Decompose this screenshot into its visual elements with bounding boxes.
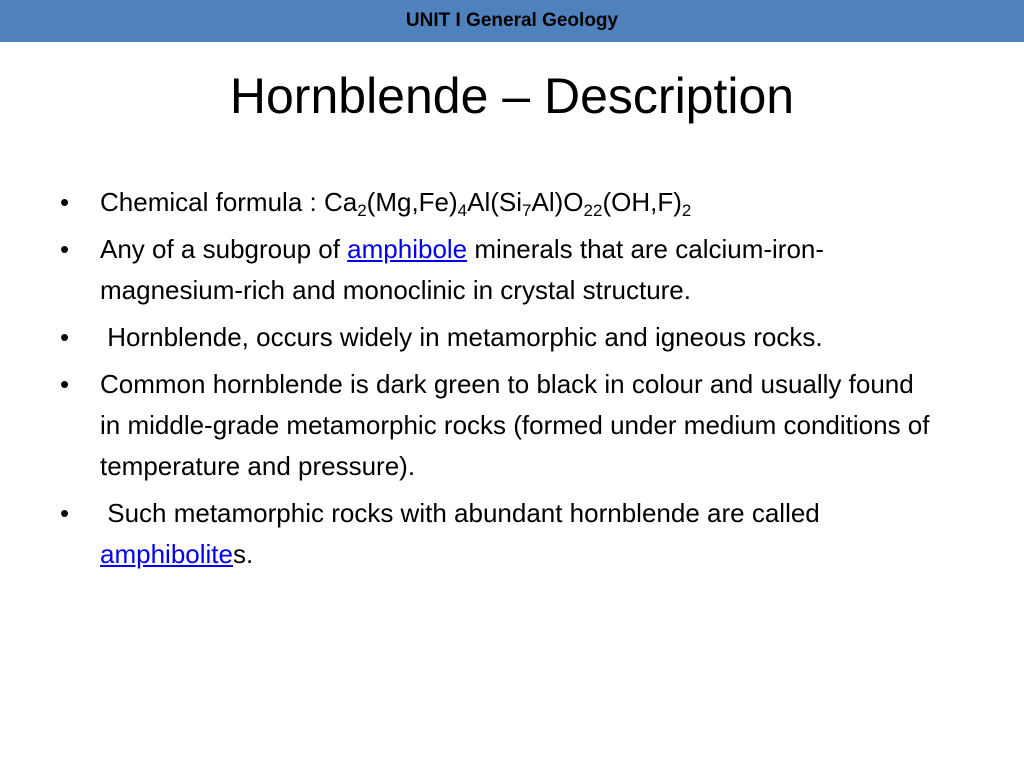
bullet-marker: • (60, 234, 70, 264)
bullet-amphibolites (60, 493, 930, 575)
formula-subscript: 2 (357, 201, 367, 220)
amphibolites-text (100, 498, 827, 569)
formula-subscript: 2 (681, 201, 692, 220)
bullet-marker: • (60, 498, 70, 528)
slide-title: Hornblende – Description (229, 68, 795, 124)
formula-subscript: 7 (522, 201, 532, 220)
formula-part: Al)O (531, 187, 584, 217)
bullet-text-after: minerals that are calcium-iron-magnesium-rich and monoclinic in crystal structure. (100, 234, 825, 305)
formula-label: Chemical formula : Ca (100, 187, 358, 217)
formula-subscript: 22 (583, 201, 603, 220)
amphibole-subgroup-text (100, 234, 824, 305)
bullet-occurrence (60, 317, 930, 358)
bullet-text-before: Such metamorphic rocks with abundant hornblende are called (100, 498, 827, 528)
bullet-marker: • (60, 369, 70, 399)
bullet-chemical-formula (60, 182, 930, 223)
bullet-common-hornblende (60, 364, 930, 487)
bullet-marker: • (60, 187, 70, 217)
formula-part: (OH,F) (602, 187, 682, 217)
header-banner (0, 0, 1024, 42)
formula-part: (Mg,Fe) (366, 187, 458, 217)
chemical-formula-text (100, 187, 692, 220)
occurrence-text: Hornblende, occurs widely in metamorphic and igneous rocks. (100, 322, 823, 352)
bullet-list (60, 182, 930, 581)
bullet-amphibole-subgroup (60, 229, 930, 311)
bullet-text-after: s. (232, 539, 254, 569)
formula-part: Al(Si (467, 187, 523, 217)
bullet-marker: • (60, 322, 70, 352)
common-hornblende-text: Common hornblende is dark green to black in colour and usually found in middle-grade metamorphic rocks (formed under medium conditions of temperature and pressure). (100, 369, 930, 481)
formula-subscript: 4 (457, 201, 468, 220)
bullet-text-before: Any of a subgroup of (100, 234, 348, 264)
amphibole-link[interactable]: amphibole (347, 234, 468, 264)
amphibolite-link[interactable]: amphibolite (100, 539, 233, 569)
banner-title: UNIT I General Geology (405, 10, 619, 31)
